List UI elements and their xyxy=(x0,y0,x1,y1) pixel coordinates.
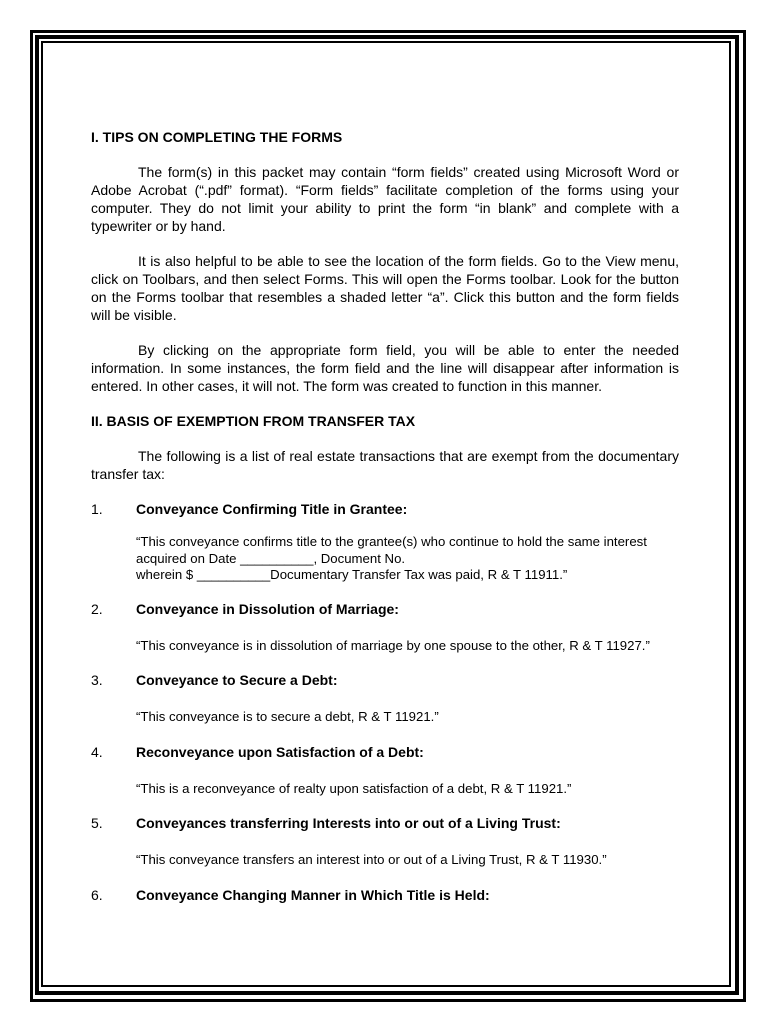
item-number: 1. xyxy=(91,501,103,517)
item-title: Conveyance Confirming Title in Grantee: xyxy=(136,501,408,517)
item-quote-line: acquired on Date __________, Document No. xyxy=(136,550,406,566)
item-number: 3. xyxy=(91,672,103,688)
section-heading-exemption: II. BASIS OF EXEMPTION FROM TRANSFER TAX xyxy=(91,413,416,429)
item-quote-line: “This conveyance transfers an interest into or out of a Living Trust, R & T 11930.” xyxy=(136,852,607,867)
item-title: Conveyances transferring Interests into or out of a Living Trust: xyxy=(136,815,561,831)
paragraph-form-fields: The form(s) in this packet may contain “form fields” created using Microsoft Word or Adobe Acrobat (“.pdf” format). “Form fields” facilitate completion of the forms using your computer. They do not limit your ability to print the form “in blank” and complete with a typewriter or by hand. xyxy=(91,164,679,234)
item-title: Reconveyance upon Satisfaction of a Debt: xyxy=(136,743,424,760)
section-heading-tips: I. TIPS ON COMPLETING THE FORMS xyxy=(91,129,343,145)
exemption-item xyxy=(91,500,679,518)
item-number: 2. xyxy=(91,600,103,617)
exemption-item xyxy=(91,743,679,761)
paragraph-view-form-fields: It is also helpful to be able to see the location of the form fields. Go to the View menu, click on Toolbars, and then select Forms. This will open the Forms toolbar. Look for the button on the Forms toolbar that resembles a shaded letter “a”. Click this button and the form fields will be visible. xyxy=(91,253,679,323)
exemption-item xyxy=(91,814,679,832)
exemption-item xyxy=(91,671,679,689)
item-title: Conveyance Changing Manner in Which Title is Held: xyxy=(136,886,490,903)
document-body xyxy=(91,128,679,904)
item-quote-line: “This is a reconveyance of realty upon satisfaction of a debt, R & T 11921.” xyxy=(136,780,572,796)
item-quote-line: “This conveyance confirms title to the grantee(s) who continue to hold the same interest xyxy=(136,534,647,549)
exemption-item xyxy=(91,886,679,904)
item-quote-line: “This conveyance is to secure a debt, R & T 11921.” xyxy=(136,709,439,724)
item-number: 6. xyxy=(91,886,103,903)
paragraph-exemption-intro: The following is a list of real estate transactions that are exempt from the documentary transfer tax: xyxy=(91,448,679,482)
item-number: 4. xyxy=(91,743,103,760)
item-quote-line: wherein $ __________Documentary Transfer Tax was paid, R & T 11911.” xyxy=(136,567,568,582)
item-number: 5. xyxy=(91,815,103,831)
paragraph-clicking-fields: By clicking on the appropriate form field, you will be able to enter the needed information. In some instances, the form field and the line will disappear after information is entered. In other cases, it will not. The form was created to function in this manner. xyxy=(91,342,679,394)
item-title: Conveyance to Secure a Debt: xyxy=(136,672,338,688)
exemption-item xyxy=(91,600,679,618)
item-title: Conveyance in Dissolution of Marriage: xyxy=(136,600,399,617)
item-quote-line: “This conveyance is in dissolution of marriage by one spouse to the other, R & T 11927.” xyxy=(136,637,650,653)
